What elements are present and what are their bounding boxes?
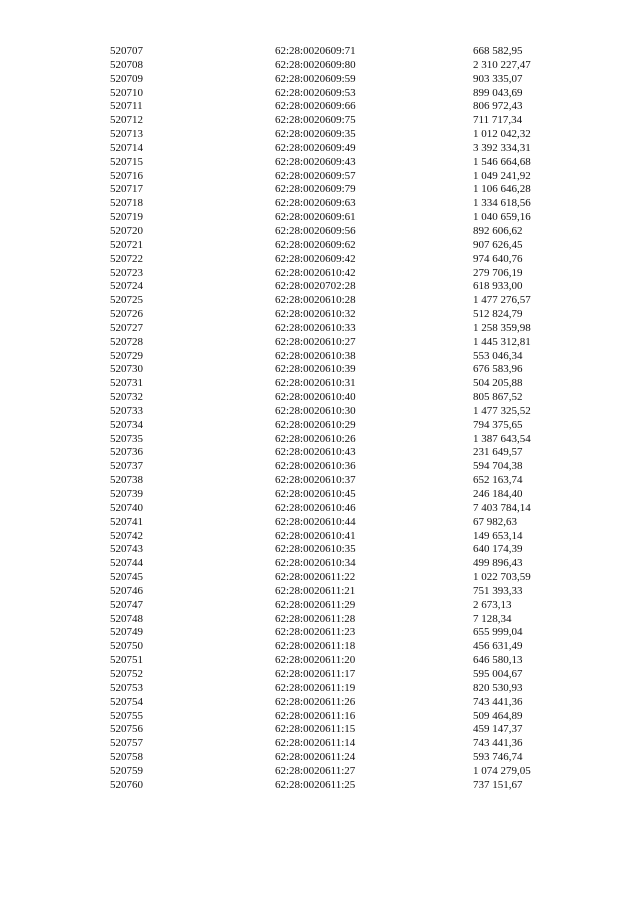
cadastral-number-cell: 62:28:0020611:27 — [275, 764, 356, 777]
row-id-cell: 520749 — [110, 626, 143, 639]
table-row — [0, 613, 640, 627]
value-cell: 655 999,04 — [473, 626, 523, 639]
row-id-cell: 520719 — [110, 211, 143, 224]
value-cell: 907 626,45 — [473, 238, 523, 251]
table-row — [0, 751, 640, 765]
value-cell: 892 606,62 — [473, 224, 523, 237]
table-row — [0, 571, 640, 585]
table-row — [0, 253, 640, 267]
cadastral-number-cell: 62:28:0020609:63 — [275, 197, 356, 210]
table-row — [0, 114, 640, 128]
row-id-cell: 520756 — [110, 723, 143, 736]
table-row — [0, 73, 640, 87]
value-cell: 1 477 325,52 — [473, 404, 531, 417]
value-cell: 737 151,67 — [473, 778, 523, 791]
cadastral-number-cell: 62:28:0020609:59 — [275, 72, 356, 85]
value-cell: 1 546 664,68 — [473, 155, 531, 168]
row-id-cell: 520758 — [110, 751, 143, 764]
table-row — [0, 128, 640, 142]
table-row — [0, 170, 640, 184]
table-row — [0, 516, 640, 530]
table-row — [0, 267, 640, 281]
value-cell: 668 582,95 — [473, 45, 523, 57]
table-row — [0, 363, 640, 377]
row-id-cell: 520718 — [110, 197, 143, 210]
value-cell: 640 174,39 — [473, 543, 523, 556]
row-id-cell: 520746 — [110, 584, 143, 597]
row-id-cell: 520744 — [110, 557, 143, 570]
row-id-cell: 520752 — [110, 667, 143, 680]
value-cell: 820 530,93 — [473, 681, 523, 694]
cadastral-number-cell: 62:28:0020610:35 — [275, 543, 356, 556]
table-row — [0, 626, 640, 640]
cadastral-number-cell: 62:28:0020611:22 — [275, 571, 356, 584]
cadastral-number-cell: 62:28:0020609:61 — [275, 211, 356, 224]
value-cell: 1 387 643,54 — [473, 432, 531, 445]
row-id-cell: 520751 — [110, 654, 143, 667]
value-cell: 794 375,65 — [473, 418, 523, 431]
cadastral-number-cell: 62:28:0020609:80 — [275, 58, 356, 71]
row-id-cell: 520734 — [110, 418, 143, 431]
row-id-cell: 520710 — [110, 86, 143, 99]
row-id-cell: 520715 — [110, 155, 143, 168]
cadastral-number-cell: 62:28:0020609:66 — [275, 100, 356, 113]
cadastral-number-cell: 62:28:0020610:30 — [275, 404, 356, 417]
table-row — [0, 405, 640, 419]
row-id-cell: 520729 — [110, 349, 143, 362]
cadastral-number-cell: 62:28:0020611:17 — [275, 667, 356, 680]
row-id-cell: 520739 — [110, 488, 143, 500]
row-id-cell: 520757 — [110, 737, 143, 750]
value-cell: 1 040 659,16 — [473, 211, 531, 224]
value-cell: 903 335,07 — [473, 72, 523, 85]
row-id-cell: 520754 — [110, 695, 143, 708]
value-cell: 231 649,57 — [473, 446, 523, 459]
table-row — [0, 87, 640, 101]
row-id-cell: 520738 — [110, 474, 143, 487]
table-row — [0, 377, 640, 391]
value-cell: 1 022 703,59 — [473, 571, 531, 584]
value-cell: 652 163,74 — [473, 474, 523, 487]
cadastral-number-cell: 62:28:0020610:37 — [275, 474, 356, 487]
table-row — [0, 779, 640, 793]
cadastral-number-cell: 62:28:0020610:41 — [275, 529, 356, 542]
table-row — [0, 433, 640, 447]
table-row — [0, 225, 640, 239]
table-row — [0, 557, 640, 571]
value-cell: 1 074 279,05 — [473, 764, 531, 777]
cadastral-number-cell: 62:28:0020610:46 — [275, 501, 356, 514]
value-cell: 805 867,52 — [473, 391, 523, 404]
cadastral-number-cell: 62:28:0020609:35 — [275, 128, 356, 141]
cadastral-number-cell: 62:28:0020610:31 — [275, 377, 356, 390]
row-id-cell: 520717 — [110, 183, 143, 196]
value-cell: 67 982,63 — [473, 515, 517, 528]
cadastral-number-cell: 62:28:0020609:53 — [275, 86, 356, 99]
cadastral-number-cell: 62:28:0020609:62 — [275, 238, 356, 251]
cadastral-number-cell: 62:28:0020610:39 — [275, 363, 356, 376]
table-row — [0, 640, 640, 654]
table-row — [0, 294, 640, 308]
value-cell: 7 128,34 — [473, 612, 512, 625]
row-id-cell: 520707 — [110, 45, 143, 57]
table-row — [0, 100, 640, 114]
row-id-cell: 520743 — [110, 543, 143, 556]
table-row — [0, 668, 640, 682]
row-id-cell: 520723 — [110, 266, 143, 279]
row-id-cell: 520708 — [110, 58, 143, 71]
row-id-cell: 520725 — [110, 294, 143, 307]
cadastral-number-cell: 62:28:0020611:25 — [275, 778, 356, 791]
value-cell: 149 653,14 — [473, 529, 523, 542]
row-id-cell: 520759 — [110, 764, 143, 777]
cadastral-value-table — [0, 45, 640, 793]
value-cell: 2 673,13 — [473, 598, 512, 611]
row-id-cell: 520711 — [110, 100, 143, 113]
row-id-cell: 520748 — [110, 612, 143, 625]
value-cell: 456 631,49 — [473, 640, 523, 653]
row-id-cell: 520716 — [110, 169, 143, 182]
value-cell: 553 046,34 — [473, 349, 523, 362]
table-row — [0, 737, 640, 751]
value-cell: 676 583,96 — [473, 363, 523, 376]
cadastral-number-cell: 62:28:0020609:49 — [275, 141, 356, 154]
cadastral-number-cell: 62:28:0020610:27 — [275, 335, 356, 348]
table-row — [0, 446, 640, 460]
table-row — [0, 488, 640, 502]
table-row — [0, 156, 640, 170]
table-row — [0, 280, 640, 294]
cadastral-number-cell: 62:28:0020611:18 — [275, 640, 356, 653]
cadastral-number-cell: 62:28:0020609:56 — [275, 224, 356, 237]
value-cell: 806 972,43 — [473, 100, 523, 113]
value-cell: 1 334 618,56 — [473, 197, 531, 210]
table-row — [0, 460, 640, 474]
value-cell: 246 184,40 — [473, 488, 523, 500]
value-cell: 1 445 312,81 — [473, 335, 531, 348]
value-cell: 512 824,79 — [473, 308, 523, 321]
cadastral-number-cell: 62:28:0020611:21 — [275, 584, 356, 597]
cadastral-number-cell: 62:28:0020702:28 — [275, 280, 356, 293]
table-row — [0, 710, 640, 724]
row-id-cell: 520732 — [110, 391, 143, 404]
table-row — [0, 45, 640, 59]
value-cell: 743 441,36 — [473, 737, 523, 750]
value-cell: 1 012 042,32 — [473, 128, 531, 141]
value-cell: 711 717,34 — [473, 114, 523, 127]
cadastral-number-cell: 62:28:0020611:14 — [275, 737, 356, 750]
value-cell: 618 933,00 — [473, 280, 523, 293]
row-id-cell: 520747 — [110, 598, 143, 611]
value-cell: 2 310 227,47 — [473, 58, 531, 71]
cadastral-number-cell: 62:28:0020611:28 — [275, 612, 356, 625]
row-id-cell: 520733 — [110, 404, 143, 417]
value-cell: 1 106 646,28 — [473, 183, 531, 196]
cadastral-number-cell: 62:28:0020609:43 — [275, 155, 356, 168]
row-id-cell: 520713 — [110, 128, 143, 141]
table-row — [0, 682, 640, 696]
cadastral-number-cell: 62:28:0020611:20 — [275, 654, 356, 667]
cadastral-number-cell: 62:28:0020611:29 — [275, 598, 356, 611]
table-row — [0, 322, 640, 336]
cadastral-number-cell: 62:28:0020609:71 — [275, 45, 356, 57]
value-cell: 499 896,43 — [473, 557, 523, 570]
value-cell: 593 746,74 — [473, 751, 523, 764]
value-cell: 504 205,88 — [473, 377, 523, 390]
row-id-cell: 520735 — [110, 432, 143, 445]
table-row — [0, 765, 640, 779]
table-row — [0, 543, 640, 557]
cadastral-number-cell: 62:28:0020611:16 — [275, 709, 356, 722]
table-row — [0, 239, 640, 253]
cadastral-number-cell: 62:28:0020611:23 — [275, 626, 356, 639]
row-id-cell: 520740 — [110, 501, 143, 514]
cadastral-number-cell: 62:28:0020611:19 — [275, 681, 356, 694]
value-cell: 1 049 241,92 — [473, 169, 531, 182]
value-cell: 974 640,76 — [473, 252, 523, 265]
row-id-cell: 520709 — [110, 72, 143, 85]
row-id-cell: 520730 — [110, 363, 143, 376]
value-cell: 751 393,33 — [473, 584, 523, 597]
table-row — [0, 585, 640, 599]
table-row — [0, 142, 640, 156]
value-cell: 459 147,37 — [473, 723, 523, 736]
row-id-cell: 520726 — [110, 308, 143, 321]
table-row — [0, 183, 640, 197]
table-row — [0, 197, 640, 211]
row-id-cell: 520721 — [110, 238, 143, 251]
row-id-cell: 520742 — [110, 529, 143, 542]
cadastral-number-cell: 62:28:0020610:43 — [275, 446, 356, 459]
cadastral-number-cell: 62:28:0020609:57 — [275, 169, 356, 182]
table-row — [0, 336, 640, 350]
table-row — [0, 474, 640, 488]
row-id-cell: 520750 — [110, 640, 143, 653]
cadastral-number-cell: 62:28:0020611:26 — [275, 695, 356, 708]
row-id-cell: 520731 — [110, 377, 143, 390]
value-cell: 509 464,89 — [473, 709, 523, 722]
table-row — [0, 696, 640, 710]
table-row — [0, 308, 640, 322]
value-cell: 743 441,36 — [473, 695, 523, 708]
table-row — [0, 211, 640, 225]
row-id-cell: 520720 — [110, 224, 143, 237]
cadastral-number-cell: 62:28:0020610:33 — [275, 321, 356, 334]
cadastral-number-cell: 62:28:0020610:42 — [275, 266, 356, 279]
cadastral-number-cell: 62:28:0020610:29 — [275, 418, 356, 431]
cadastral-number-cell: 62:28:0020610:26 — [275, 432, 356, 445]
value-cell: 7 403 784,14 — [473, 501, 531, 514]
value-cell: 1 477 276,57 — [473, 294, 531, 307]
cadastral-number-cell: 62:28:0020609:75 — [275, 114, 356, 127]
value-cell: 646 580,13 — [473, 654, 523, 667]
table-row — [0, 530, 640, 544]
row-id-cell: 520736 — [110, 446, 143, 459]
cadastral-number-cell: 62:28:0020611:24 — [275, 751, 356, 764]
cadastral-number-cell: 62:28:0020610:36 — [275, 460, 356, 473]
row-id-cell: 520737 — [110, 460, 143, 473]
cadastral-number-cell: 62:28:0020610:32 — [275, 308, 356, 321]
table-row — [0, 391, 640, 405]
row-id-cell: 520753 — [110, 681, 143, 694]
row-id-cell: 520745 — [110, 571, 143, 584]
row-id-cell: 520728 — [110, 335, 143, 348]
cadastral-number-cell: 62:28:0020609:42 — [275, 252, 356, 265]
row-id-cell: 520727 — [110, 321, 143, 334]
table-row — [0, 723, 640, 737]
cadastral-number-cell: 62:28:0020610:34 — [275, 557, 356, 570]
value-cell: 899 043,69 — [473, 86, 523, 99]
table-row — [0, 599, 640, 613]
cadastral-number-cell: 62:28:0020610:40 — [275, 391, 356, 404]
cadastral-number-cell: 62:28:0020610:44 — [275, 515, 356, 528]
value-cell: 594 704,38 — [473, 460, 523, 473]
row-id-cell: 520714 — [110, 141, 143, 154]
row-id-cell: 520712 — [110, 114, 143, 127]
table-row — [0, 419, 640, 433]
cadastral-number-cell: 62:28:0020609:79 — [275, 183, 356, 196]
value-cell: 1 258 359,98 — [473, 321, 531, 334]
value-cell: 595 004,67 — [473, 667, 523, 680]
row-id-cell: 520741 — [110, 515, 143, 528]
cadastral-number-cell: 62:28:0020611:15 — [275, 723, 356, 736]
row-id-cell: 520724 — [110, 280, 143, 293]
cadastral-number-cell: 62:28:0020610:45 — [275, 488, 356, 500]
cadastral-number-cell: 62:28:0020610:28 — [275, 294, 356, 307]
value-cell: 279 706,19 — [473, 266, 523, 279]
cadastral-number-cell: 62:28:0020610:38 — [275, 349, 356, 362]
table-row — [0, 654, 640, 668]
table-row — [0, 350, 640, 364]
row-id-cell: 520722 — [110, 252, 143, 265]
value-cell: 3 392 334,31 — [473, 141, 531, 154]
row-id-cell: 520760 — [110, 778, 143, 791]
table-row — [0, 502, 640, 516]
table-row — [0, 59, 640, 73]
row-id-cell: 520755 — [110, 709, 143, 722]
